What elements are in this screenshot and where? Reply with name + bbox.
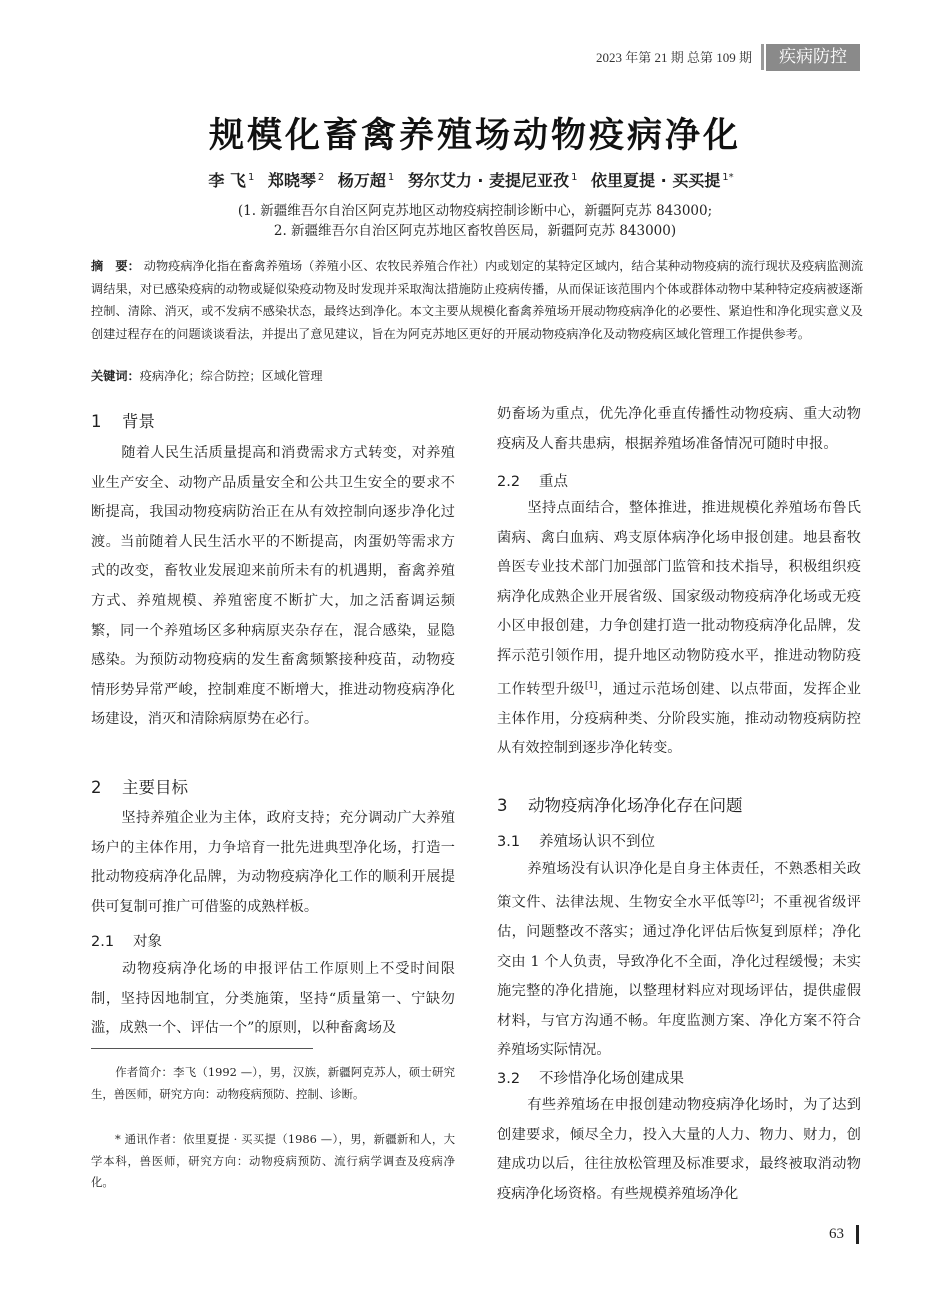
subsection-title: 不珍惜净化场创建成果	[539, 1071, 684, 1087]
paragraph	[497, 400, 861, 459]
author-bio-footnote	[91, 1062, 455, 1105]
section-title: 动物疫病净化场净化存在问题	[528, 796, 743, 815]
subsection-heading	[497, 1067, 684, 1088]
section-heading	[91, 774, 188, 798]
author-name: 依里夏提 · 买买提	[591, 171, 721, 190]
author-affiliation-mark: 1*	[722, 171, 734, 183]
paragraph-text: 奶畜场为重点，优先净化垂直传播性动物疫病、重大动物疫病及人畜共患病，根据养殖场准备情况可随时申报。	[497, 406, 861, 452]
page-number: 63	[829, 1226, 844, 1242]
keywords-text: 疫病净化；综合防控；区域化管理	[139, 369, 323, 383]
abstract-text: 动物疫病净化指在畜禽养殖场（养殖小区、农牧民养殖合作社）内或划定的某特定区域内，结合某种动物疫病的流行现状及疫病监测流调结果，对已感染疫病的动物或疑似染疫动物及时发现并采取淘汰措施防止疫病传播，从而保证该范围内个体或群体动物中某种特定疫病被逐渐控制、清除、消灭，或不发病不感染状态，最终达到净化。本文主要从规模化畜禽养殖场开展动物疫病净化的必要性、紧迫性和净化现实意义及创建过程存在的问题谈谈看法，并提出了意见建议，旨在为阿克苏地区更好的开展动物疫病净化及动物疫病区域化管理工作提供参考。	[91, 259, 864, 341]
affiliation-line: 2. 新疆维吾尔自治区阿克苏地区畜牧兽医局，新疆阿克苏 843000)	[273, 223, 677, 239]
section-title: 主要目标	[122, 778, 188, 797]
citation-mark: [2]	[746, 893, 759, 904]
section-badge: 疾病防控	[766, 44, 860, 71]
article-title: 规模化畜禽养殖场动物疫病净化	[208, 116, 741, 156]
section-number: 3	[497, 796, 508, 815]
author-name: 杨万超	[337, 171, 386, 190]
abstract-label: 摘 要：	[91, 259, 140, 273]
author-name: 努尔艾力 · 麦提尼亚孜	[407, 171, 570, 190]
subsection-number: 2.2	[497, 474, 521, 490]
subsection-heading	[497, 470, 568, 491]
paragraph-text: ，通过示范场创建、以点带面，发挥企业主体作用，分疫病种类、分阶段实施，推动动物疫病防控从有效控制到逐步净化转变。	[497, 681, 861, 757]
page-number-bar	[856, 1225, 859, 1244]
author-name: 李 飞	[208, 171, 246, 190]
paragraph	[91, 439, 455, 735]
citation-mark: [1]	[584, 680, 598, 691]
issue-info: 2023 年第 21 期 总第 109 期	[596, 50, 753, 65]
author-affiliation-mark: 2	[317, 171, 325, 183]
paragraph-text: 动物疫病净化场的申报评估工作原则上不受时间限制，坚持因地制宜，分类施策，坚持“质量第一、宁缺勿滥，成熟一个、评估一个”的原则，以种畜禽场及	[91, 961, 455, 1037]
paragraph-text: 坚持养殖企业为主体，政府支持；充分调动广大养殖场户的主体作用，力争培育一批先进典型净化场，打造一批动物疫病净化品牌，为动物疫病净化工作的顺利开展提供可复制可推广可借鉴的成熟样板。	[91, 810, 455, 915]
paragraph-text: 随着人民生活质量提高和消费需求方式转变，对养殖业生产安全、动物产品质量安全和公共卫生安全的要求不断提高，我国动物疫病防治正在从有效控制向逐步净化过渡。当前随着人民生活水平的不断提高，肉蛋奶等需求方式的改变，畜牧业发展迎来前所未有的机遇期，畜禽养殖方式、养殖规模、养殖密度不断扩大，加之活畜调运频繁，同一个养殖场区多种病原夹杂存在，混合感染，显隐感染。为预防动物疫病的发生畜禽频繁接种疫苗，动物疫情形势异常严峻，控制难度不断增大，推进动物疫病净化场建设，消灭和清除病原势在必行。	[91, 445, 455, 728]
abstract	[91, 255, 863, 345]
author-affiliation-mark: 1	[387, 171, 395, 183]
subsection-title: 重点	[539, 474, 568, 490]
section-number: 1	[91, 412, 102, 431]
section-heading	[497, 792, 743, 816]
subsection-number: 3.1	[497, 834, 521, 850]
section-title: 背景	[122, 412, 155, 431]
section-heading	[91, 408, 155, 432]
footnote-text: * 通讯作者：依里夏提 · 买买提（1986 —），男，新疆新和人，大学本科，兽医师，研究方向：动物疫病预防、流行病学调查及疫病净化。	[91, 1132, 455, 1189]
affiliation-line: (1. 新疆维吾尔自治区阿克苏地区动物疫病控制诊断中心，新疆阿克苏 843000;	[237, 203, 713, 219]
paragraph	[91, 804, 455, 922]
subsection-number: 2.1	[91, 934, 115, 950]
footnote-text: 作者简介：李飞（1992 —），男，汉族，新疆阿克苏人，硕士研究生，兽医师，研究方向：动物疫病预防、控制、诊断。	[91, 1065, 455, 1101]
paragraph-text: 养殖场没有认识净化是自身主体责任，不熟悉相关政策文件、法律法规、生物安全水平低等	[497, 861, 861, 911]
paragraph	[91, 955, 455, 1044]
footnote-rule	[91, 1048, 313, 1049]
author-name: 郑晓琴	[267, 171, 316, 190]
subsection-number: 3.2	[497, 1071, 521, 1087]
subsection-title: 对象	[133, 934, 162, 950]
subsection-heading	[497, 830, 655, 851]
corresponding-author-footnote	[91, 1129, 455, 1194]
paragraph	[497, 494, 861, 764]
subsection-title: 养殖场认识不到位	[539, 834, 655, 850]
keywords-label: 关键词：	[91, 369, 140, 383]
author-affiliation-mark: 1	[247, 171, 255, 183]
keywords	[91, 367, 323, 384]
header-divider	[761, 44, 764, 70]
author-affiliation-mark: 1	[571, 171, 578, 183]
paragraph-text: ；不重视省级评估，问题整改不落实；通过净化评估后恢复到原样；净化交由 1 个人负责，导致净化不全面，净化过程缓慢；未实施完整的净化措施，以整理材料应对现场评估，提供虚假材料，与官方沟通不畅。年度监测方案、净化方案不符合养殖场实际情况。	[497, 894, 861, 1059]
subsection-heading	[91, 930, 162, 951]
author-list	[0, 168, 950, 191]
paragraph	[497, 855, 861, 1066]
paragraph	[497, 1091, 861, 1209]
paragraph-text: 坚持点面结合，整体推进，推进规模化养殖场布鲁氏菌病、禽白血病、鸡支原体病净化场申报创建。地县畜牧兽医专业技术部门加强部门监管和技术指导，积极组织疫病净化成熟企业开展省级、国家级动物疫病净化场或无疫小区申报创建，力争创建打造一批动物疫病净化品牌，发挥示范引领作用，提升地区动物防疫水平，推进动物防疫工作转型升级	[497, 500, 861, 698]
section-number: 2	[91, 778, 102, 797]
paragraph-text: 有些养殖场在申报创建动物疫病净化场时，为了达到创建要求，倾尽全力，投入大量的人力、物力、财力，创建成功以后，往往放松管理及标准要求，最终被取消动物疫病净化场资格。有些规模养殖场净化	[497, 1097, 861, 1202]
